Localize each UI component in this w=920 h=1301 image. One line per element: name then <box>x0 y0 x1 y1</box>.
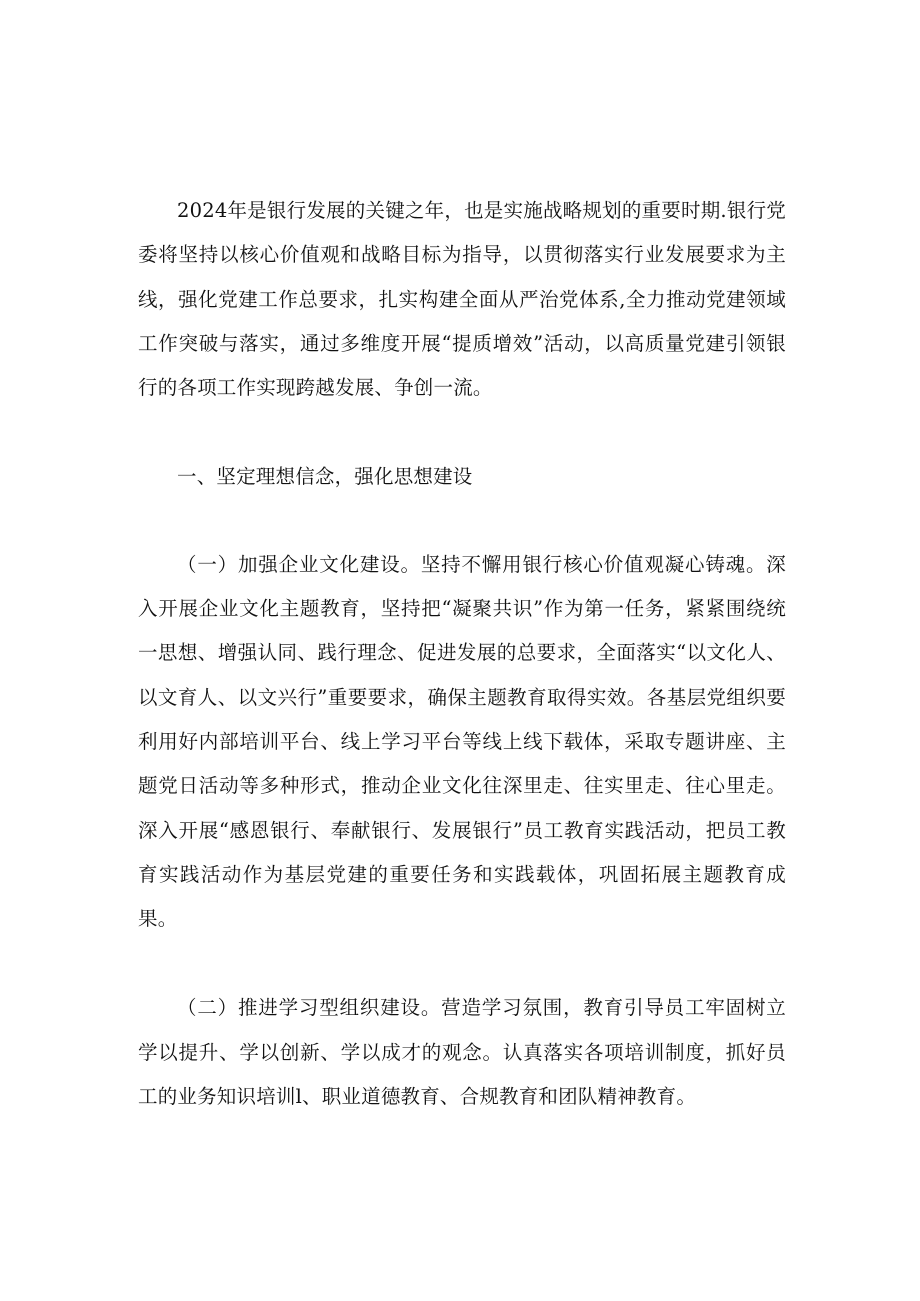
paragraph-spacer <box>138 410 786 455</box>
section-heading: 一、坚定理想信念，强化思想建设 <box>177 465 473 489</box>
paragraph-spacer <box>138 500 786 543</box>
section-item-paragraph: （二）推进学习型组织建设。营造学习氛围，教育引导员工牢固树立学以提升、学以创新、学以成才的观念。认真落实各项培训制度，抓好员工的业务知识培训l、职业道德教育、合规教育和团队精神教育。 <box>138 996 786 1109</box>
document-body <box>138 189 786 1119</box>
paragraph-spacer <box>138 941 786 986</box>
section-item-paragraph: （一）加强企业文化建设。坚持不懈用银行核心价值观凝心铸魂。深入开展企业文化主题教育，坚持把“凝聚共识”作为第一任务，紧紧围绕统一思想、增强认同、践行理念、促进发展的总要求，全面落实“以文化人、以文育人、以文兴行”重要要求，确保主题教育取得实效。各基层党组织要利用好内部培训平台、线上学习平台等线上线下载体，采取专题讲座、主题党日活动等多种形式，推动企业文化往深里走、往实里走、往心里走。深入开展“感恩银行、奉献银行、发展银行”员工教育实践活动，把员工教育实践活动作为基层党建的重要任务和实践载体，巩固拓展主题教育成果。 <box>138 552 786 931</box>
intro-paragraph: 2024年是银行发展的关键之年，也是实施战略规划的重要时期.银行党委将坚持以核心价值观和战略目标为指导，以贯彻落实行业发展要求为主线，强化党建工作总要求，扎实构建全面从严治党体系,全力推动党建领域工作突破与落实，通过多维度开展“提质增效”活动，以高质量党建引领银行的各项工作实现跨越发展、争创一流。 <box>138 199 786 400</box>
